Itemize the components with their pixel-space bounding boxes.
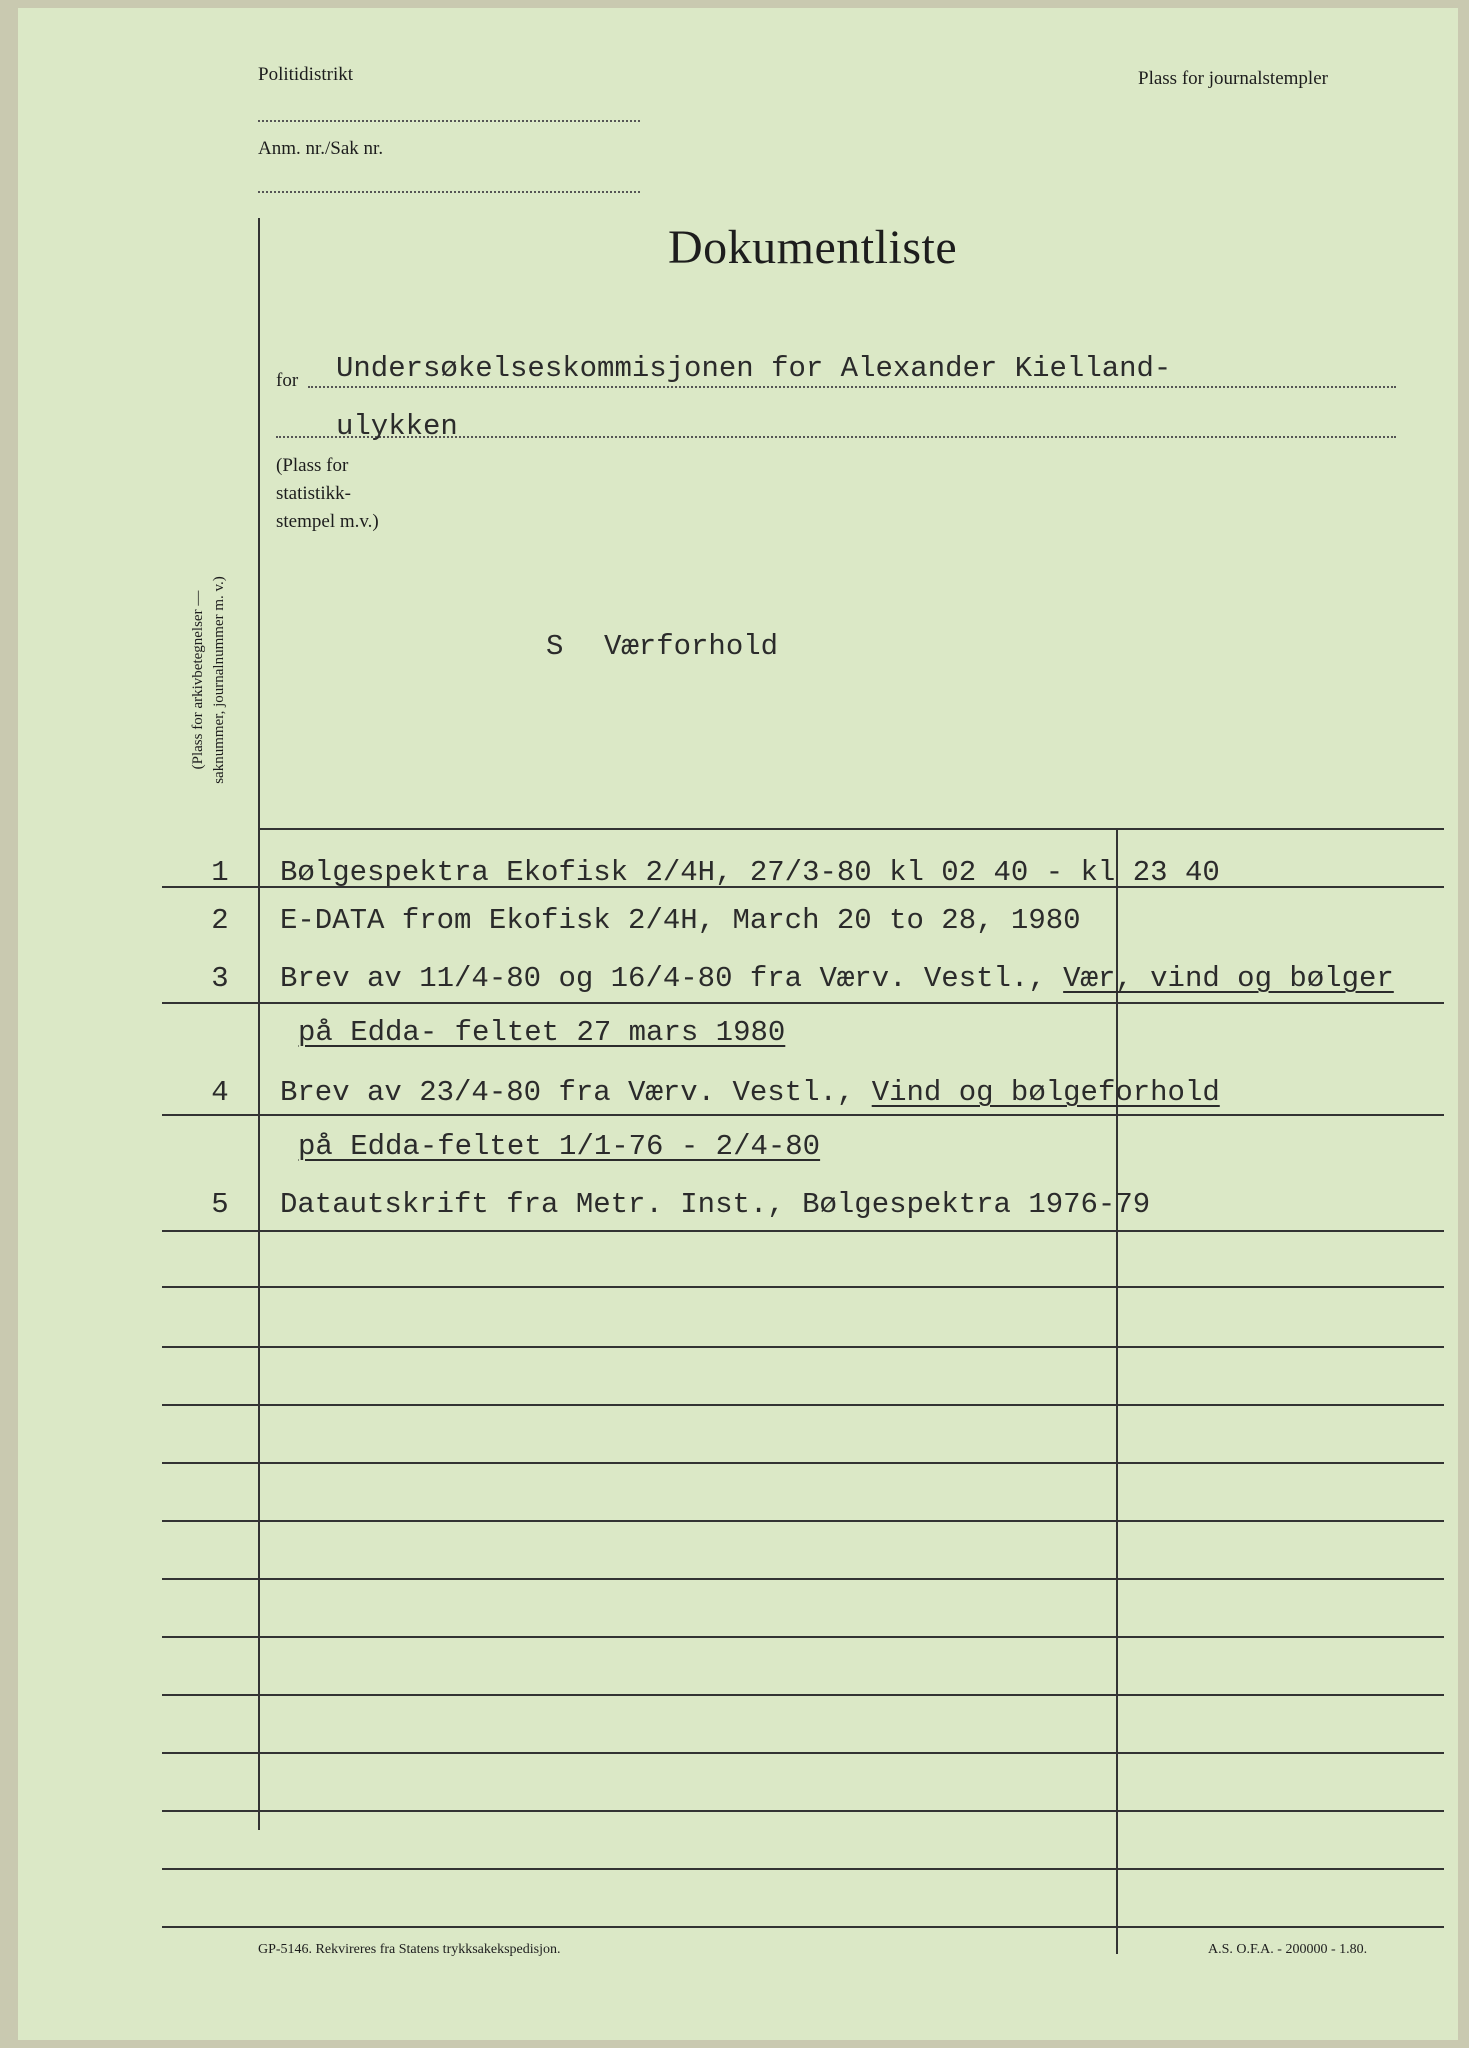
stat-stamp-line-3: stempel m.v.)	[276, 511, 379, 532]
row-line	[162, 1752, 1444, 1754]
side-label-line-2: saknummer, journalnummer m. v.)	[211, 576, 227, 784]
column-divider	[1116, 828, 1118, 1954]
row-line	[162, 1520, 1444, 1522]
doc-description: Bølgespektra Ekofisk 2/4H, 27/3-80 kl 02 40 - kl 23 40	[280, 856, 1220, 889]
row-line	[162, 1114, 1444, 1116]
for-label: for	[276, 370, 299, 391]
doc-description	[280, 962, 1394, 995]
doc-description	[280, 1076, 1220, 1109]
row-line	[162, 1346, 1444, 1348]
anm-label: Anm. nr./Sak nr.	[258, 138, 384, 159]
stat-stamp-line-1: (Plass for	[276, 455, 349, 476]
doc-number: 2	[211, 904, 229, 937]
for-line-1: Undersøkelseskommisjonen for Alexander Kielland-	[336, 352, 1172, 385]
anm-field	[258, 191, 640, 193]
stat-stamp-line-2: statistikk-	[276, 483, 351, 504]
side-label-line-1: (Plass for arkivbetegnelser —	[190, 590, 206, 770]
row-line	[162, 1462, 1444, 1464]
doc-description-text: Brev av 23/4-80 fra Værv. Vestl.,	[280, 1076, 872, 1109]
doc-number: 3	[211, 962, 229, 995]
doc-number: 5	[211, 1188, 229, 1221]
row-line	[162, 1578, 1444, 1580]
row-line	[162, 1868, 1444, 1870]
subject-name: Værforhold	[604, 630, 779, 663]
table-top-line	[258, 828, 1444, 830]
document-page	[18, 8, 1458, 2040]
for-line-2: ulykken	[336, 410, 458, 443]
for-line-1-dots	[308, 386, 1396, 388]
left-frame-line	[258, 218, 260, 1830]
politidistrikt-label: Politidistrikt	[258, 64, 354, 85]
row-line	[162, 1810, 1444, 1812]
archive-side-label	[188, 520, 230, 840]
stat-stamp-label	[276, 452, 379, 536]
row-line	[162, 1404, 1444, 1406]
stamp-label: Plass for journalstempler	[1138, 68, 1328, 89]
doc-description-text: Brev av 11/4-80 og 16/4-80 fra Værv. Vestl.,	[280, 962, 1064, 995]
page-title: Dokumentliste	[668, 221, 958, 274]
doc-description-continuation: på Edda-feltet 1/1-76 - 2/4-80	[298, 1130, 821, 1163]
subject-code: S	[546, 630, 564, 663]
doc-description-underlined: Vær, vind og bølger	[1063, 962, 1394, 995]
doc-description: Datautskrift fra Metr. Inst., Bølgespektra 1976-79	[280, 1188, 1151, 1221]
row-line	[162, 1286, 1444, 1288]
row-line	[162, 1230, 1444, 1232]
doc-description-continuation: på Edda- feltet 27 mars 1980	[298, 1016, 786, 1049]
doc-number: 4	[211, 1076, 229, 1109]
row-line	[162, 1694, 1444, 1696]
row-line	[162, 1002, 1444, 1004]
footer-right: A.S. O.F.A. - 200000 - 1.80.	[1208, 1942, 1368, 1957]
footer-left: GP-5146. Rekvireres fra Statens trykksakekspedisjon.	[258, 1942, 561, 1957]
doc-description-underlined: Vind og bølgeforhold	[871, 1076, 1220, 1109]
doc-description: E-DATA from Ekofisk 2/4H, March 20 to 28, 1980	[280, 904, 1081, 937]
doc-number: 1	[211, 856, 229, 889]
row-line	[162, 1926, 1444, 1928]
row-line	[162, 1636, 1444, 1638]
politidistrikt-field	[258, 120, 640, 122]
